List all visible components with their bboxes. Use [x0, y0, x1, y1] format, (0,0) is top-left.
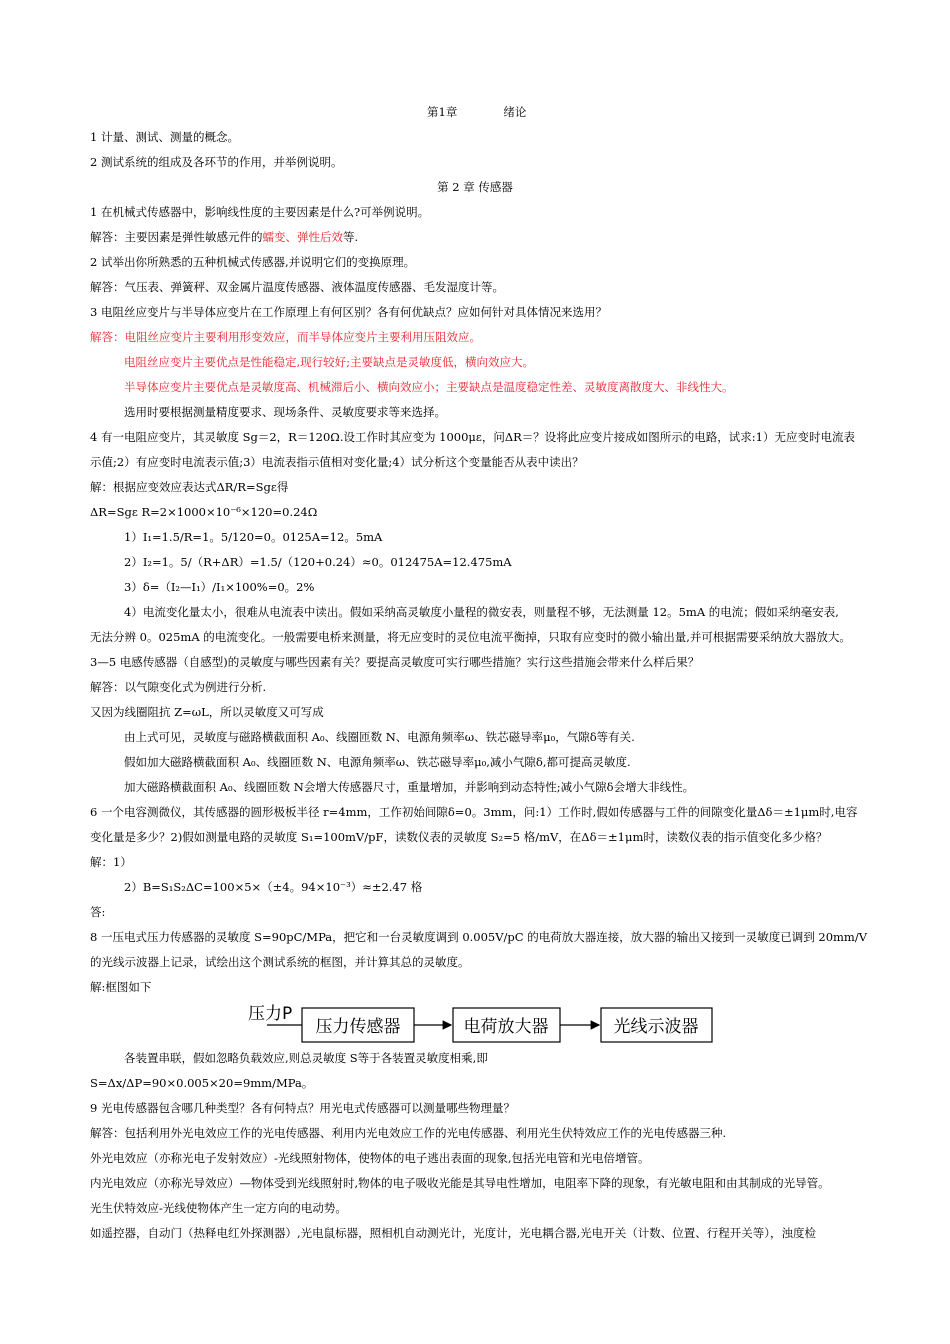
ch2-answer-4-line6: 4）电流变化量太小，很难从电流表中读出。假如采纳高灵敏度小量程的微安表，则量程不够，无法测量 12。5mA 的电流；假如采纳毫安表, — [124, 605, 839, 619]
ch2-answer-3-line3: 半导体应变片主要优点是灵敏度高、机械滞后小、横向效应小；主要缺点是温度稳定性差、灵敏度离散度大、非线性大。 — [124, 380, 734, 394]
ch2-question-4-line1: 4 有一电阻应变片，其灵敏度 Sg＝2，R＝120Ω.设工作时其应变为 1000με，问ΔR＝？设将此应变片接成如图所示的电路，试求:1）无应变时电流表 — [90, 430, 855, 444]
ch2-answer-3-line4: 选用时要根据测量精度要求、现场条件、灵敏度要求等来选择。 — [124, 405, 446, 419]
ch2-answer-6-line1: 解：1） — [90, 855, 132, 869]
ch2-answer-5-line2: 又因为线圈阻抗 Z=ωL，所以灵敏度又可写成 — [90, 705, 324, 719]
ch2-answer-4-line4: 2）I₂=1。5/（R+ΔR）=1.5/（120+0.24）≈0。012475A=12.475mA — [124, 555, 512, 569]
ch2-question-8-line1: 8 一压电式压力传感器的灵敏度 S=90pC/MPa，把它和一台灵敏度调到 0.005V/pC 的电荷放大器连接，放大器的输出又接到一灵敏度已调到 20mm/V — [90, 930, 868, 944]
diagram-box-oscilloscope-label: 光线示波器 — [613, 1017, 699, 1037]
chapter1-title: 绪论 — [503, 105, 527, 119]
ch2-answer-5-line3: 由上式可见，灵敏度与磁路横截面积 A₀、线圈匝数 N、电源角频率ω、铁芯磁导率μ₀，气隙δ等有关. — [124, 730, 635, 744]
ch2-answer-9-line1: 解答：包括利用外光电效应工作的光电传感器、利用内光电效应工作的光电传感器、利用光生伏特效应工作的光电传感器三种. — [90, 1126, 727, 1140]
ch2-answer-5-line4: 假如加大磁路横截面积 A₀、线圈匝数 N、电源角频率ω、铁芯磁导率μ₀,减小气隙δ,都可提高灵敏度. — [124, 755, 631, 769]
ch2-question-5: 3—5 电感传感器（自感型)的灵敏度与哪些因素有关？要提高灵敏度可实行哪些措施？实行这些措施会带来什么样后果？ — [90, 655, 700, 669]
ch2-answer-5-line1: 解答：以气隙变化式为例进行分析. — [90, 680, 267, 694]
ch2-question-8-line2: 的光线示波器上记录，试绘出这个测试系统的框图，并计算其总的灵敏度。 — [90, 955, 470, 969]
ch2-question-2: 2 试举出你所熟悉的五种机械式传感器,并说明它们的变换原理。 — [90, 255, 416, 269]
diagram-box-amplifier-label: 电荷放大器 — [463, 1017, 549, 1037]
diagram-box-sensor-label: 压力传感器 — [315, 1017, 401, 1037]
ch2-question-3: 3 电阻丝应变片与半导体应变片在工作原理上有何区别？各有何优缺点？应如何针对具体情况来选用？ — [90, 305, 607, 319]
ch2-answer-9-line5: 如遥控器，自动门（热释电红外探测器）,光电鼠标器，照相机自动测光计，光度计，光电耦合器,光电开关（计数、位置、行程开关等），浊度检 — [90, 1226, 817, 1240]
ch2-answer-9-line2: 外光电效应（亦称光电子发射效应）-光线照射物体，使物体的电子逃出表面的现象,包括光电管和光电倍增管。 — [90, 1151, 650, 1165]
ch2-answer-4-line2: ΔR=Sgε R=2×1000×10⁻⁶×120=0.24Ω — [90, 505, 318, 519]
ch2-question-9: 9 光电传感器包含哪几种类型？各有何特点？用光电式传感器可以测量哪些物理量？ — [90, 1101, 515, 1115]
highlight-red: 蠕变、弹性后效 — [262, 230, 343, 244]
ch2-answer-6-line2: 2）B=S₁S₂ΔC=100×5×（±4。94×10⁻³）≈±2.47 格 — [124, 880, 423, 894]
ch2-answer-8-line1: 解:框图如下 — [90, 980, 152, 994]
ch2-question-6-line1: 6 一个电容测微仪，其传感器的圆形极板半径 r=4mm，工作初始间隙δ=0。3mm，问:1）工作时,假如传感器与工件的间隙变化量Δδ＝±1μm时,电容 — [90, 805, 858, 819]
ch2-answer-4-line5: 3）δ=（I₂—I₁）/I₁×100%=0。2% — [124, 580, 315, 594]
chapter1-heading — [427, 104, 526, 120]
ch2-answer-9-line4: 光生伏特效应-光线使物体产生一定方向的电动势。 — [90, 1201, 347, 1215]
ch2-answer-2: 解答：气压表、弹簧秤、双金属片温度传感器、液体温度传感器、毛发湿度计等。 — [90, 280, 504, 294]
diagram-input-label: 压力P — [248, 1004, 293, 1024]
ch2-question-6-line2: 变化量是多少？2)假如测量电路的灵敏度 S₁=100mV/pF，读数仪表的灵敏度 S₂=5 格/mV，在Δδ＝±1μm时，读数仪表的指示值变化多少格？ — [90, 830, 828, 844]
ch2-answer-6-line3: 答: — [90, 905, 106, 919]
block-diagram — [245, 998, 725, 1048]
ch2-answer-3-line1: 解答：电阻丝应变片主要利用形变效应，而半导体应变片主要利用压阻效应。 — [90, 330, 481, 344]
ch2-question-4-line2: 示值;2）有应变时电流表示值;3）电流表指示值相对变化量;4）试分析这个变量能否从表中读出？ — [90, 455, 584, 469]
ch2-answer-3-line2: 电阻丝应变片主要优点是性能稳定,现行较好;主要缺点是灵敏度低，横向效应大。 — [124, 355, 535, 369]
ch2-question-1: 1 在机械式传感器中，影响线性度的主要因素是什么?可举例说明。 — [90, 205, 430, 219]
ch2-answer-1: 解答：主要因素是弹性敏感元件的蠕变、弹性后效等. — [90, 230, 359, 244]
ch2-answer-9-line3: 内光电效应（亦称光导效应）—物体受到光线照射时,物体的电子吸收光能是其导电性增加，电阻率下降的现象，有光敏电阻和由其制成的光导管。 — [90, 1176, 830, 1190]
ch1-question-1: 1 计量、测试、测量的概念。 — [90, 130, 239, 144]
ch2-answer-4-line1: 解：根据应变效应表达式ΔR/R=Sgε得 — [90, 480, 289, 494]
ch2-answer-5-line5: 加大磁路横截面积 A₀、线圈匝数 N会增大传感器尺寸，重量增加，并影响到动态特性;减小气隙δ会增大非线性。 — [124, 780, 695, 794]
ch2-answer-8-line3: S=Δx/ΔP=90×0.005×20=9mm/MPa。 — [90, 1076, 314, 1090]
ch2-answer-4-line3: 1）I₁=1.5/R=1。5/120=0。0125A=12。5mA — [124, 530, 383, 544]
ch2-answer-8-line2: 各装置串联，假如忽略负载效应,则总灵敏度 S等于各装置灵敏度相乘,即 — [124, 1051, 488, 1065]
chapter1-number: 第1章 — [427, 105, 458, 119]
ch2-answer-4-line7: 无法分辨 0。025mA 的电流变化。一般需要电桥来测量，将无应变时的灵位电流平衡掉，只取有应变时的微小输出量,并可根据需要采纳放大器放大。 — [90, 630, 851, 644]
ch1-question-2: 2 测试系统的组成及各环节的作用，并举例说明。 — [90, 155, 343, 169]
chapter2-heading: 第 2 章 传感器 — [437, 180, 513, 194]
